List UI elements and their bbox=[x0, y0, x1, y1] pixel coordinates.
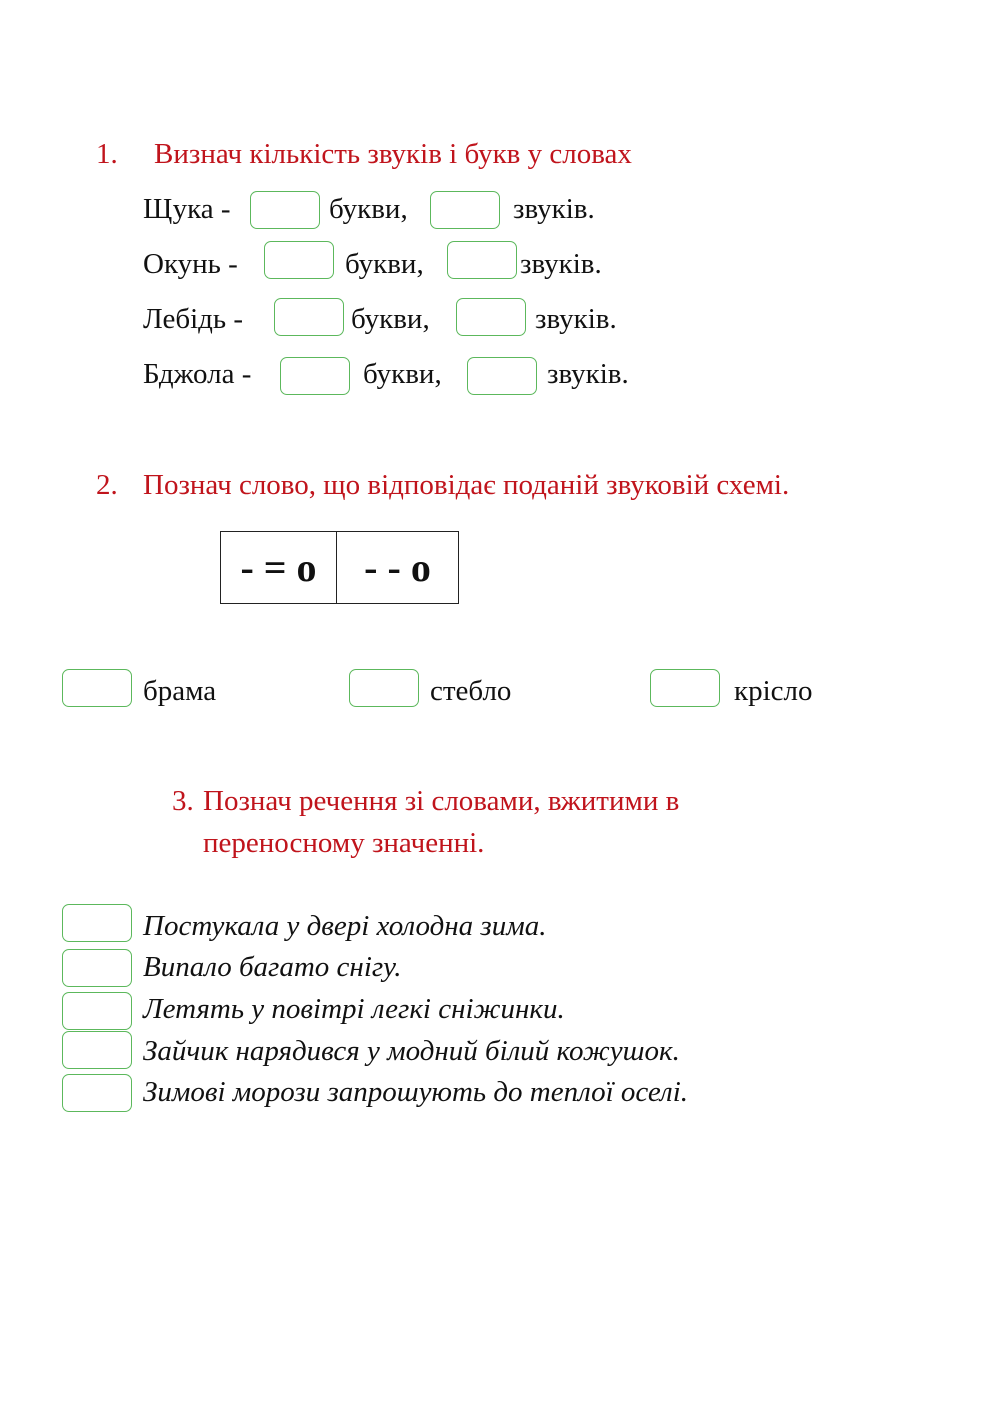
option-label: крісло bbox=[734, 675, 813, 707]
task1-word: Окунь - bbox=[143, 248, 238, 280]
letters-count-input[interactable] bbox=[250, 191, 320, 229]
letters-count-input[interactable] bbox=[280, 357, 350, 395]
option-label: стебло bbox=[430, 675, 512, 707]
task2-title: Познач слово, що відповідає поданій звуковій схемі. bbox=[143, 469, 790, 501]
letters-label: букви, bbox=[363, 358, 442, 390]
option-checkbox[interactable] bbox=[349, 669, 419, 707]
task1-title: Визнач кількість звуків і букв у словах bbox=[154, 138, 632, 170]
task1-word: Бджола - bbox=[143, 358, 252, 390]
task3-title-line-2: переносному значенні. bbox=[203, 827, 485, 859]
sentence-checkbox[interactable] bbox=[62, 992, 132, 1030]
letters-label: букви, bbox=[329, 193, 408, 225]
letters-label: букви, bbox=[351, 303, 430, 335]
option-label: брама bbox=[143, 675, 217, 707]
sound-scheme-syllable-1: - = о bbox=[221, 532, 337, 603]
option-checkbox[interactable] bbox=[650, 669, 720, 707]
letters-count-input[interactable] bbox=[264, 241, 334, 279]
sentence-checkbox[interactable] bbox=[62, 904, 132, 942]
sentence-text: Летять у повітрі легкі сніжинки. bbox=[143, 993, 565, 1025]
sounds-count-input[interactable] bbox=[447, 241, 517, 279]
sounds-count-input[interactable] bbox=[456, 298, 526, 336]
task2-number: 2. bbox=[96, 469, 118, 501]
task3-number: 3. bbox=[172, 785, 194, 817]
task1-word: Щука - bbox=[143, 193, 231, 225]
sentence-checkbox[interactable] bbox=[62, 1031, 132, 1069]
sentence-text: Випало багато снігу. bbox=[143, 951, 402, 983]
task3-title-line-1: Познач речення зі словами, вжитими в bbox=[203, 785, 680, 817]
sounds-label: звуків. bbox=[520, 248, 602, 280]
sentence-text: Зимові морози запрошують до теплої оселі. bbox=[143, 1076, 688, 1108]
sounds-count-input[interactable] bbox=[467, 357, 537, 395]
sentence-checkbox[interactable] bbox=[62, 1074, 132, 1112]
task1-number: 1. bbox=[96, 138, 118, 170]
sounds-label: звуків. bbox=[547, 358, 629, 390]
sounds-label: звуків. bbox=[535, 303, 617, 335]
sentence-checkbox[interactable] bbox=[62, 949, 132, 987]
option-checkbox[interactable] bbox=[62, 669, 132, 707]
sentence-text: Постукала у двері холодна зима. bbox=[143, 910, 547, 942]
task1-word: Лебідь - bbox=[143, 303, 244, 335]
sound-scheme-syllable-2: - - о bbox=[364, 545, 431, 590]
letters-label: букви, bbox=[345, 248, 424, 280]
sounds-count-input[interactable] bbox=[430, 191, 500, 229]
sound-scheme-table bbox=[220, 531, 459, 604]
sentence-text: Зайчик нарядився у модний білий кожушок. bbox=[143, 1035, 680, 1067]
sounds-label: звуків. bbox=[513, 193, 595, 225]
letters-count-input[interactable] bbox=[274, 298, 344, 336]
